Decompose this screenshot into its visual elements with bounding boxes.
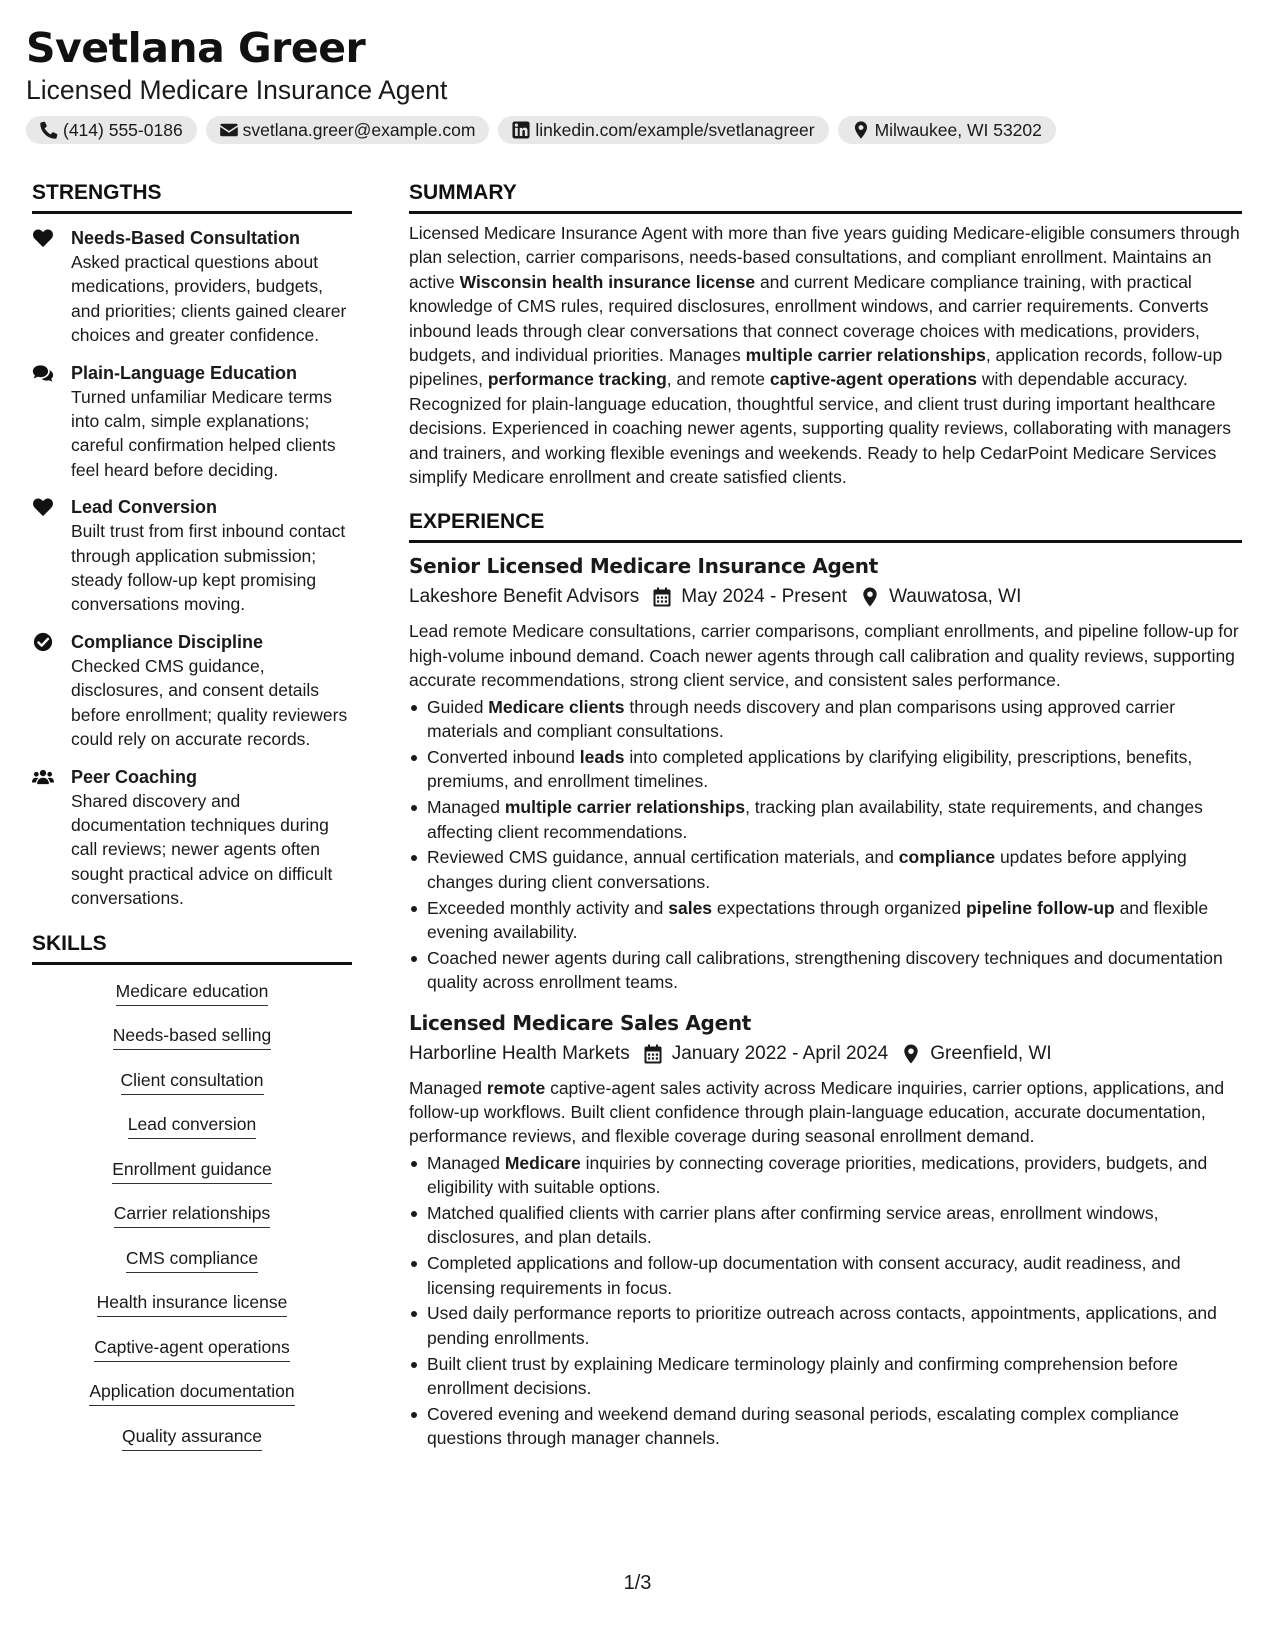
strength-title: Plain-Language Education (71, 362, 298, 383)
text-run: , application records, follow-up pipelines, (409, 345, 1223, 390)
bullet-item (409, 1301, 1242, 1350)
skill-item: Health insurance license (97, 1290, 288, 1317)
phone-icon (40, 121, 58, 139)
company-name: Lakeshore Benefit Advisors (409, 586, 640, 608)
strength-title: Needs-Based Consultation (71, 228, 301, 248)
text-run: Exceeded monthly activity and (427, 897, 669, 918)
text-run: Guided (427, 696, 489, 717)
text-run: expectations through organized (712, 897, 966, 918)
check-circle-icon (32, 632, 54, 652)
linkedin-icon (512, 121, 530, 139)
text-run: Managed (427, 797, 505, 818)
strength-item (32, 765, 352, 911)
envelope-icon (220, 121, 238, 139)
skill-item: Lead conversion (128, 1112, 256, 1139)
text-run: into completed applications by clarifying eligibility, prescriptions, benefits, premiums, and enrollment timelines. (427, 746, 1193, 792)
skill-item: CMS compliance (126, 1246, 258, 1273)
candidate-title: Licensed Medicare Insurance Agent (26, 75, 448, 105)
bold-phrase: Medicare clients (488, 696, 625, 717)
strength-description: Shared discovery and documentation techniques during call reviews; newer agents often sought practical advice on difficult conversations. (71, 790, 333, 909)
job-bullets (409, 1151, 1242, 1451)
bullet-item (409, 1151, 1242, 1200)
text-run: Managed (427, 1152, 505, 1173)
strength-item (32, 226, 352, 348)
text-run: , and remote (666, 369, 770, 390)
job-title: Licensed Medicare Sales Agent (409, 1010, 752, 1035)
map-pin-icon (852, 121, 870, 139)
bullet-item (409, 1352, 1242, 1401)
job-entry (409, 1009, 1242, 1451)
job-location: Greenfield, WI (930, 1042, 1052, 1064)
skills-heading: SKILLS (32, 929, 352, 965)
bullet-item (409, 1251, 1242, 1300)
text-run: Managed (409, 1077, 487, 1098)
left-column (32, 178, 352, 1468)
text-run: captive-agent sales activity across Medicare inquiries, carrier options, applications, and follow-up workflows. Built client confidence through plain-language education, accurate documentation, performance reviews, and flexible coverage during seasonal enrollment demand. (409, 1077, 1225, 1147)
text-run: and flexible evening availability. (427, 897, 1209, 942)
text-run: Converted inbound (427, 746, 580, 767)
strength-description: Built trust from first inbound contact through application submission; steady follow-up kept promising conversations moving. (71, 521, 346, 615)
users-icon (32, 767, 54, 787)
job-bullets (409, 695, 1242, 995)
bold-phrase: multiple carrier relationships (504, 797, 746, 818)
bold-phrase: remote (486, 1077, 546, 1098)
bold-phrase: performance tracking (487, 369, 667, 390)
text-run: and current Medicare compliance training, with practical knowledge of CMS rules, required disclosures, enrollment windows, and carrier requirements. Converts inbound leads through clear conversations that connect coverage choices with medications, providers, budgets, and individual priorities. Manages (409, 271, 1209, 366)
job-description (409, 1076, 1242, 1149)
text-run: Built client trust by explaining Medicare terminology plainly and confirming comprehension before enrollment decisions. (427, 1353, 1178, 1398)
linkedin-text: linkedin.com/example/svetlanagreer (535, 119, 815, 140)
job-dates: January 2022 - April 2024 (671, 1042, 889, 1064)
bullet-item (409, 1201, 1242, 1250)
text-run: Completed applications and follow-up documentation with consent accuracy, audit readiness, and licensing requirements in focus. (427, 1253, 1181, 1298)
skill-item: Carrier relationships (114, 1201, 271, 1228)
text-run: Coached newer agents during call calibrations, strengthening discovery techniques and documentation quality across enrollment teams. (427, 947, 1223, 993)
strength-title: Peer Coaching (71, 766, 198, 787)
bullet-item (409, 896, 1242, 945)
text-run: updates before applying changes during client conversations. (427, 847, 1187, 892)
text-run: Matched qualified clients with carrier plans after confirming service areas, enrollment windows, disclosures, and plan details. (427, 1202, 1159, 1248)
strength-description: Turned unfamiliar Medicare terms into calm, simple explanations; careful confirmation helped clients feel heard before deciding. (71, 386, 336, 480)
bold-phrase: leads (579, 746, 625, 767)
strengths-list (32, 226, 352, 911)
location-text: Milwaukee, WI 53202 (874, 119, 1042, 140)
map-pin-icon (902, 1044, 920, 1064)
skill-item: Client consultation (121, 1068, 264, 1095)
skill-item: Application documentation (89, 1379, 294, 1406)
heart-icon (32, 497, 54, 517)
text-run: Reviewed CMS guidance, annual certification materials, and (427, 847, 899, 868)
experience-list (409, 552, 1242, 1450)
bold-phrase: compliance (898, 847, 996, 868)
location-contact (838, 116, 1056, 144)
calendar-icon (644, 1044, 662, 1064)
strength-item (32, 361, 352, 483)
email-text: svetlana.greer@example.com (242, 119, 476, 140)
comments-icon (32, 363, 54, 383)
phone-text: (414) 555-0186 (63, 119, 183, 140)
skill-item: Enrollment guidance (112, 1157, 272, 1184)
job-description: Lead remote Medicare consultations, carrier comparisons, compliant enrollments, and pipeline follow-up for high-volume inbound demand. Coach newer agents through call calibration and quality reviews, supporting accurate recommendations, strong client service, and consistent sales performance. (409, 621, 1239, 691)
skills-list (32, 979, 352, 1469)
skill-item: Needs-based selling (113, 1023, 272, 1050)
bold-phrase: captive-agent operations (769, 369, 978, 390)
job-entry (409, 552, 1242, 994)
bold-phrase: Medicare (504, 1152, 581, 1173)
job-meta (409, 582, 1242, 612)
text-run: through needs discovery and plan comparisons using approved carrier materials and compliant consultations. (427, 696, 1176, 742)
bold-phrase: sales (668, 897, 713, 918)
bullet-item (409, 695, 1242, 744)
experience-heading: EXPERIENCE (409, 507, 1242, 543)
company-name: Harborline Health Markets (409, 1042, 630, 1064)
skill-item: Quality assurance (122, 1424, 262, 1451)
summary-heading: SUMMARY (409, 178, 1242, 214)
skill-item: Captive-agent operations (94, 1335, 290, 1362)
strength-item (32, 495, 352, 617)
strength-description: Asked practical questions about medications, providers, budgets, and priorities; clients gained clearer choices and greater confidence. (71, 252, 347, 346)
skill-item: Medicare education (116, 979, 269, 1006)
bullet-item (409, 1402, 1242, 1451)
strength-item (32, 630, 352, 752)
text-run: inquiries by connecting coverage priorities, medications, providers, budgets, and eligibility with suitable options. (427, 1152, 1208, 1198)
job-location: Wauwatosa, WI (889, 586, 1022, 608)
text-run: Covered evening and weekend demand during seasonal periods, escalating complex compliance questions through manager channels. (427, 1403, 1179, 1449)
text-run: Licensed Medicare Insurance Agent with more than five years guiding Medicare-eligible consumers through plan selection, carrier comparisons, needs-based consultations, and compliant enrollment. Maintains an active (409, 223, 1240, 292)
strengths-heading: STRENGTHS (32, 178, 352, 214)
contact-bar (26, 116, 1226, 144)
strength-title: Lead Conversion (71, 497, 218, 518)
phone-contact[interactable] (26, 116, 197, 144)
heart-icon (32, 228, 54, 248)
job-title: Senior Licensed Medicare Insurance Agent (409, 554, 878, 579)
bullet-item (409, 946, 1242, 995)
calendar-icon (653, 587, 671, 607)
summary-paragraph (409, 221, 1242, 489)
resume-header (26, 22, 1226, 144)
linkedin-contact[interactable] (498, 116, 828, 144)
job-meta (409, 1039, 1242, 1069)
text-run: Used daily performance reports to prioritize outreach across contacts, appointments, applications, and pending enrollments. (427, 1303, 1217, 1348)
strength-title: Compliance Discipline (71, 631, 264, 652)
right-column (409, 178, 1242, 1452)
candidate-name: Svetlana Greer (26, 24, 366, 72)
page-number: 1/3 (623, 1572, 652, 1594)
bullet-item (409, 795, 1242, 844)
bullet-item (409, 745, 1242, 794)
bullet-item (409, 845, 1242, 894)
bold-phrase: Wisconsin health insurance license (459, 271, 756, 292)
email-contact[interactable] (206, 116, 490, 144)
bold-phrase: multiple carrier relationships (745, 345, 986, 366)
text-run: with dependable accuracy. Recognized for plain-language education, thoughtful service, and client trust during important healthcare decisions. Experienced in coaching newer agents, supporting quality reviews, collaborating with managers and trainers, and working flexible evenings and weekends. Ready to help CedarPoint Medicare Services simplify Medicare enrollment and create satisfied clients. (409, 369, 1231, 488)
text-run: , tracking plan availability, state requirements, and changes affecting client recommendations. (427, 797, 1203, 842)
map-pin-icon (861, 587, 879, 607)
job-dates: May 2024 - Present (681, 586, 848, 608)
bold-phrase: pipeline follow-up (965, 897, 1115, 918)
strength-description: Checked CMS guidance, disclosures, and consent details before enrollment; quality reviewers could rely on accurate records. (71, 655, 348, 750)
